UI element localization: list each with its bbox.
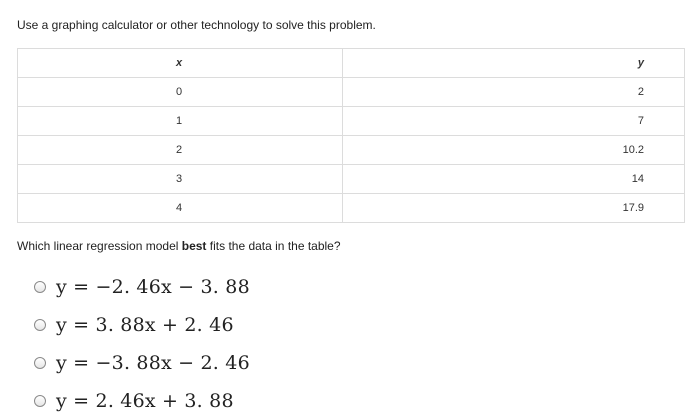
table-cell-y: 10.2 bbox=[343, 136, 685, 165]
table-cell-x: 3 bbox=[18, 165, 343, 194]
question-prefix: Which linear regression model bbox=[17, 239, 182, 253]
table-row bbox=[18, 107, 685, 136]
table-cell-x: 1 bbox=[18, 107, 343, 136]
answer-option-4[interactable] bbox=[34, 382, 250, 420]
instructions-text: Use a graphing calculator or other technology to solve this problem. bbox=[17, 18, 376, 32]
radio-button-icon[interactable] bbox=[34, 357, 46, 369]
table-row bbox=[18, 136, 685, 165]
column-header-y: y bbox=[343, 49, 685, 78]
answer-formula: y = 3. 88x + 2. 46 bbox=[56, 314, 234, 336]
column-header-x: x bbox=[18, 49, 343, 78]
table-cell-x: 0 bbox=[18, 78, 343, 107]
table-cell-y: 7 bbox=[343, 107, 685, 136]
radio-button-icon[interactable] bbox=[34, 319, 46, 331]
answer-option-3[interactable] bbox=[34, 344, 250, 382]
table-row bbox=[18, 165, 685, 194]
table-cell-y: 17.9 bbox=[343, 194, 685, 223]
question-text bbox=[17, 239, 341, 253]
answer-formula: y = −2. 46x − 3. 88 bbox=[56, 276, 250, 298]
table-row bbox=[18, 194, 685, 223]
answer-option-1[interactable] bbox=[34, 268, 250, 306]
table-row bbox=[18, 78, 685, 107]
question-emphasis: best bbox=[181, 239, 207, 253]
answer-options bbox=[34, 268, 250, 420]
table-cell-x: 4 bbox=[18, 194, 343, 223]
table-cell-y: 2 bbox=[343, 78, 685, 107]
table-header-row bbox=[18, 49, 685, 78]
table-cell-y: 14 bbox=[343, 165, 685, 194]
answer-option-2[interactable] bbox=[34, 306, 250, 344]
answer-formula: y = −3. 88x − 2. 46 bbox=[56, 352, 250, 374]
answer-formula: y = 2. 46x + 3. 88 bbox=[56, 390, 234, 412]
radio-button-icon[interactable] bbox=[34, 281, 46, 293]
radio-button-icon[interactable] bbox=[34, 395, 46, 407]
table-cell-x: 2 bbox=[18, 136, 343, 165]
data-table bbox=[17, 48, 685, 223]
question-suffix: fits the data in the table? bbox=[206, 239, 341, 253]
